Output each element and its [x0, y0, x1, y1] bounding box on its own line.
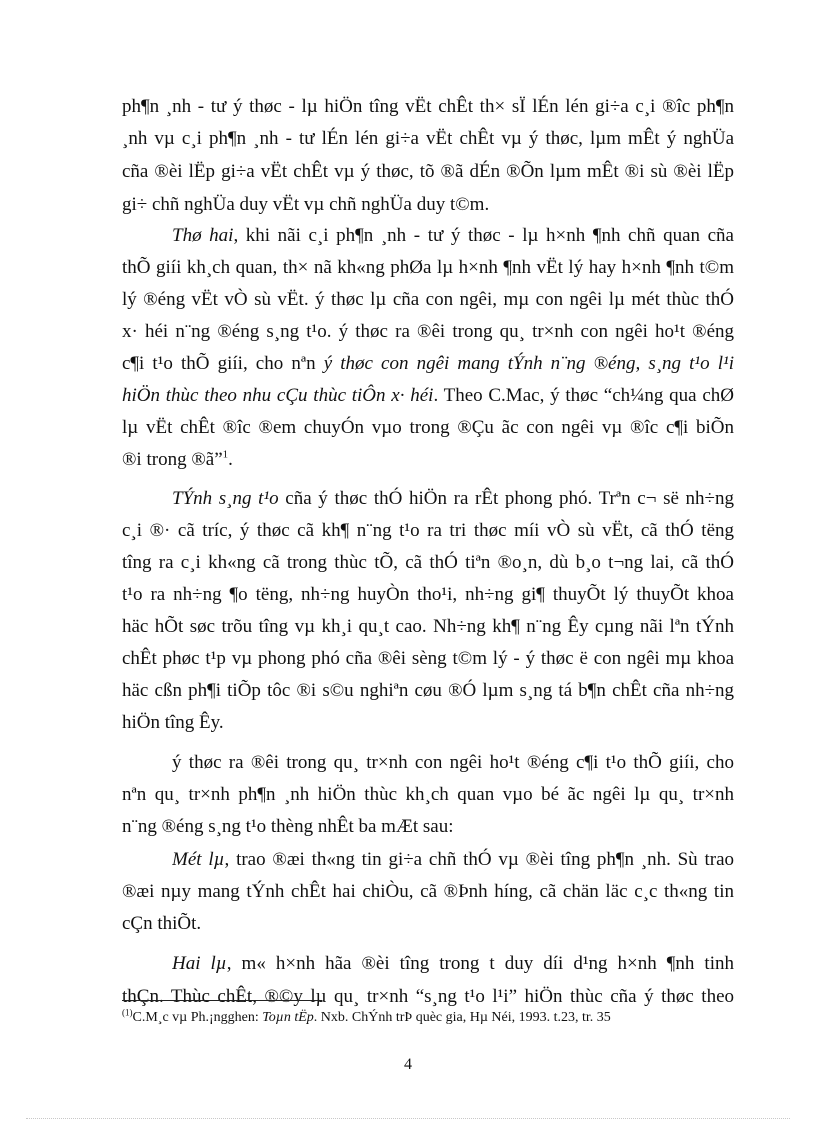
text-line — [122, 783, 734, 807]
text-run: thÕ giíi kh¸ch quan, th× nã kh«ng phØa lµ h×nh ¶nh vËt lý hay h×nh ¶nh t©m — [122, 257, 734, 278]
text-line — [122, 288, 734, 312]
footnote-reference: 1 — [222, 448, 229, 461]
text-run: lý ®éng vËt vÒ sù vËt. ý thøc lµ cña con ngêi, mµ con ngêi lµ mét thùc thÓ — [122, 289, 734, 310]
italic-text: ý thøc con ngêi mang tÝnh n¨ng ®éng, s¸ng t¹o l¹i — [323, 353, 734, 374]
text-line — [122, 320, 734, 344]
text-line — [122, 647, 734, 671]
text-line — [122, 416, 734, 440]
text-run: c¸i ®· cã tríc, ý thøc cã kh¶ n¨ng t¹o ra tri thøc míi vÒ sù vËt, cã thÓ tëng — [122, 520, 734, 541]
footnote-separator — [122, 1000, 322, 1001]
text-line — [172, 487, 734, 511]
text-run: , khi nãi c¸i ph¶n ¸nh - tư ý thøc - lµ h×nh ¶nh chñ quan cña — [233, 225, 734, 246]
text-run: ý thøc ra ®êi trong qu¸ tr×nh con ngêi ho¹t ®éng c¶i t¹o thÕ giíi, cho — [172, 752, 734, 773]
text-line — [172, 848, 734, 872]
text-run: t¹o ra nh÷ng ¶o tëng, nh÷ng huyÒn tho¹i, nh÷ng gi¶ thuyÕt lý thuyÕt khoa — [122, 584, 734, 605]
text-run: häc cßn ph¶i tiÕp tôc ®i s©u nghiªn cøu ®Ó lµm s¸ng tá b¶n chÊt cña nh÷ng — [122, 680, 734, 701]
text-line — [122, 880, 734, 904]
text-run: ®æi nµy mang tÝnh chÊt hai chiÒu, cã ®Þnh híng, cã chän läc c¸c th«ng tin — [122, 881, 734, 902]
text-run: lµ vËt chÊt ®îc ®em chuyÓn vµo trong ®Çu ãc con ngêi vµ ®îc c¶i biÕn — [122, 417, 734, 438]
text-run: , trao ®æi th«ng tin gi÷a chñ thÓ vµ ®èi tîng ph¶n ¸nh. Sù trao — [224, 849, 734, 870]
text-line — [122, 519, 734, 543]
text-run: thÇn. Thùc chÊt, ®©y lµ qu¸ tr×nh “s¸ng t¹o l¹i” hiÖn thùc cña ý thøc theo — [122, 986, 734, 1007]
footnote — [122, 1009, 734, 1027]
text-run: , m« h×nh hãa ®èi tîng trong t duy díi d¹ng h×nh ¶nh tinh — [226, 953, 734, 974]
italic-text: hiÖn thùc theo nhu cÇu thùc tiÔn x· héi — [122, 385, 434, 406]
text-line — [122, 127, 734, 151]
footnote-work-title: Toµn tËp — [262, 1010, 314, 1025]
text-line — [122, 256, 734, 280]
text-line — [172, 751, 734, 775]
text-run: hiÖn tîng Êy. — [122, 712, 224, 733]
text-line — [122, 815, 734, 839]
text-line — [122, 193, 734, 217]
text-run: c¶i t¹o thÕ giíi, cho nªn — [122, 353, 324, 374]
italic-text: Mét lµ — [172, 849, 225, 870]
page-bottom-border — [26, 1118, 790, 1119]
text-run: cña ý thøc thÓ hiÖn ra rÊt phong phó. Trªn c¬ së nh÷ng — [278, 488, 734, 509]
page-number: 4 — [404, 1056, 412, 1073]
text-run: chÊt phøc t¹p vµ phong phó cña ®êi sèng t©m lý - ý thøc ë con ngêi mµ khoa — [122, 648, 734, 669]
italic-text: Hai lµ — [172, 953, 227, 974]
text-line — [122, 985, 734, 1009]
text-line — [122, 384, 734, 408]
footnote-marker: (1) — [122, 1009, 133, 1018]
text-run: cña ®èi lËp gi÷a vËt chÊt vµ ý thøc, tõ ®ã dÉn ®Õn lµm mÊt ®i sù ®èi lËp — [122, 161, 734, 182]
text-line — [122, 95, 734, 119]
text-run: nªn qu¸ tr×nh ph¶n ¸nh hiÖn thùc kh¸ch quan vµo bé ãc ngêi lµ qu¸ tr×nh — [122, 784, 734, 805]
text-line — [122, 352, 734, 376]
text-run: ph¶n ¸nh - tư ý thøc - lµ hiÖn tîng vËt chÊt th× sÏ lÉn lén gi÷a c¸i ®îc ph¶n — [122, 96, 734, 117]
text-line — [122, 160, 734, 184]
text-run: cÇn thiÕt. — [122, 913, 202, 934]
text-run: n¨ng ®éng s¸ng t¹o thèng nhÊt ba mÆt sau: — [122, 816, 454, 837]
text-line: ®i trong ®ã”$^1$. — [122, 448, 233, 470]
text-run: tîng ra c¸i kh«ng cã trong thùc tÕ, cã thÓ tiªn ®o¸n, dù b¸o t¬ng lai, cã thÓ — [122, 552, 734, 573]
italic-text: Thø hai — [172, 225, 234, 246]
footnote-author: C.M¸c vµ Ph.¡ngghen: — [132, 1010, 263, 1025]
text-run: gi÷ chñ nghÜa duy vËt vµ chñ nghÜa duy t©m. — [122, 194, 490, 215]
text-run: ®i trong ®ã” — [122, 449, 223, 470]
text-line — [122, 912, 734, 936]
text-line — [172, 952, 734, 976]
text-run: häc hÕt søc trõu tîng vµ kh¸i qu¸t cao. Nh÷ng kh¶ n¨ng Êy cµng nãi lªn tÝnh — [122, 616, 734, 637]
footnote-details: . Nxb. ChÝnh trÞ quèc gia, Hµ Néi, 1993. t.23, tr. 35 — [313, 1010, 611, 1025]
text-run: . Theo C.Mac, ý thøc “ch¼ng qua chØ — [433, 385, 734, 406]
text-line — [122, 583, 734, 607]
italic-text: TÝnh s¸ng t¹o — [172, 488, 279, 509]
text-run: x· héi n¨ng ®éng s¸ng t¹o. ý thøc ra ®êi trong qu¸ tr×nh con ngêi ho¹t ®éng — [122, 321, 734, 342]
text-line — [122, 679, 734, 703]
text-line — [172, 224, 734, 248]
text-run: ¸nh vµ c¸i ph¶n ¸nh - tư lÉn lén gi÷a vËt chÊt vµ ý thøc, lµm mÊt ý nghÜa — [122, 128, 734, 149]
text-line — [122, 615, 734, 639]
text-line — [122, 551, 734, 575]
text-line — [122, 711, 734, 735]
